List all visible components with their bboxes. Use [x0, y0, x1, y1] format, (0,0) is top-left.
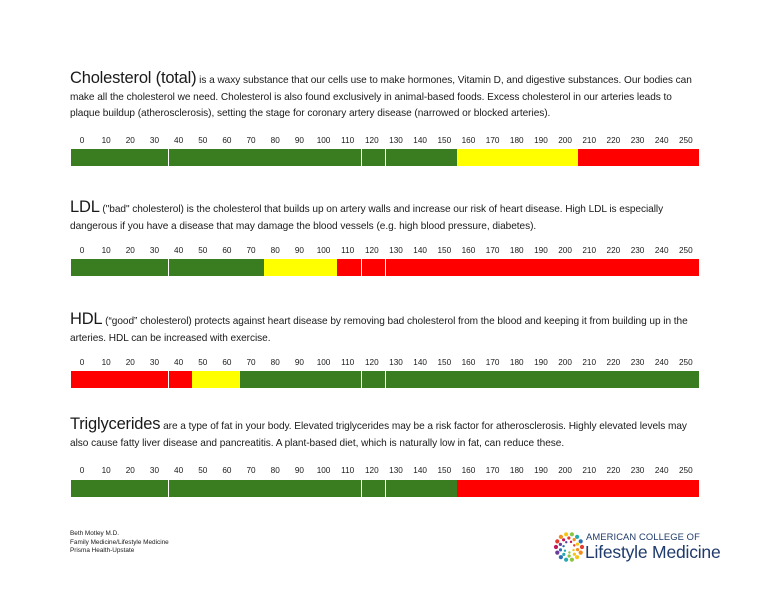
- tick-label: 130: [389, 136, 403, 145]
- logo-dot: [564, 558, 568, 562]
- tick-label: 190: [534, 246, 548, 255]
- tick-label: 100: [316, 466, 331, 475]
- tick-label: 200: [558, 358, 572, 367]
- logo-dot: [562, 545, 564, 547]
- bar-divider: [361, 149, 362, 166]
- tick-label: 90: [294, 246, 304, 255]
- section-description: [70, 199, 702, 235]
- tick-label: 60: [222, 466, 232, 475]
- range-segment-red: [578, 149, 699, 166]
- tick-label: 30: [149, 466, 160, 475]
- section-term: LDL: [70, 198, 100, 216]
- logo-dot: [568, 554, 571, 557]
- logo-dot: [562, 538, 565, 541]
- tick-label: 40: [174, 246, 184, 255]
- tick-label: 180: [509, 466, 524, 475]
- bar-divider: [168, 259, 169, 276]
- logo-dot: [559, 535, 563, 539]
- tick-label: 0: [79, 136, 85, 145]
- tick-label: 220: [606, 136, 621, 145]
- lifestyle-dots-logo-icon: [552, 530, 586, 564]
- tick-label: 80: [270, 466, 280, 475]
- tick-label: 40: [174, 136, 184, 145]
- range-segment-green: [240, 371, 699, 388]
- tick-label: 120: [365, 246, 379, 255]
- bar-divider: [168, 149, 169, 166]
- scale-ticks: [70, 466, 698, 478]
- tick-label: 240: [654, 466, 669, 475]
- tick-label: 230: [630, 136, 645, 145]
- tick-label: 210: [582, 466, 597, 475]
- section-cholesterol-total: [70, 69, 702, 145]
- tick-label: 170: [485, 136, 500, 145]
- author-name: Beth Motley M.D.: [70, 530, 120, 537]
- tick-label: 90: [294, 136, 304, 145]
- bar-divider: [385, 480, 386, 497]
- logo-dot: [559, 548, 562, 551]
- tick-label: 80: [270, 358, 280, 367]
- scale-ticks: [70, 246, 698, 258]
- tick-label: 40: [174, 358, 184, 367]
- tick-label: 180: [509, 246, 524, 255]
- tick-label: 20: [125, 136, 135, 145]
- tick-label: 110: [341, 466, 355, 475]
- tick-label: 150: [437, 136, 452, 145]
- tick-label: 60: [222, 136, 232, 145]
- logo-dot: [575, 535, 579, 539]
- tick-label: 120: [365, 466, 379, 475]
- logo-dot: [564, 550, 566, 552]
- tick-label: 30: [149, 136, 160, 145]
- tick-label: 10: [101, 358, 111, 367]
- tick-label: 60: [222, 246, 232, 255]
- logo-dot: [559, 555, 563, 559]
- tick-label: 30: [149, 246, 160, 255]
- tick-label: 160: [461, 246, 476, 255]
- logo-dot: [579, 551, 583, 555]
- tick-label: 200: [558, 136, 572, 145]
- tick-label: 140: [413, 358, 427, 367]
- tick-label: 100: [316, 136, 331, 145]
- tick-label: 90: [294, 466, 304, 475]
- tick-label: 150: [437, 246, 452, 255]
- tick-label: 120: [365, 136, 379, 145]
- author-specialty: Family Medicine/Lifestyle Medicine: [70, 538, 169, 546]
- section-text: is a waxy substance that our cells use to make hormones, Vitamin D, and digestive substances. Our bodies can make all the cholesterol we need. Cholesterol is also found exclusively in animal-based foods. Excess cholesterol in our arteries leads to plaque buildup (atherosclerosis), setting the stage for coronary artery disease (narrowed or blocked arteries).: [70, 75, 692, 119]
- tick-label: 140: [413, 136, 427, 145]
- tick-label: 150: [437, 466, 452, 475]
- bar-divider: [361, 259, 362, 276]
- tick-label: 180: [509, 358, 524, 367]
- section-text: are a type of fat in your body. Elevated triglycerides may be a risk factor for atherosclerosis. Highly elevated levels may also cause fatty liver disease and pancreatitis. A plant-based diet, which is naturally low in fat, can reduce these.: [70, 421, 687, 449]
- section-term: HDL: [70, 310, 103, 328]
- tick-label: 10: [101, 466, 111, 475]
- tick-label: 80: [270, 246, 280, 255]
- author-footer: [70, 530, 169, 556]
- bar-divider: [385, 149, 386, 166]
- section-text: ("bad" cholesterol) is the cholesterol that builds up on artery walls and increase our risk of heart disease. High LDL is especially dangerous if you have a disease that may damage the blood vessels (e.g. high blood pressure, diabetes).: [70, 204, 664, 232]
- logo-dot: [575, 555, 579, 559]
- tick-label: 170: [485, 466, 500, 475]
- tick-label: 90: [294, 358, 304, 367]
- bar-divider: [168, 371, 169, 388]
- range-bar: [70, 370, 698, 389]
- section-text: (“good” cholesterol) protects against heart disease by removing bad cholesterol from the blood and keeping it from building up in the arteries. HDL can be increased with exercise.: [70, 316, 688, 344]
- tick-label: 40: [174, 466, 184, 475]
- tick-label: 250: [679, 136, 693, 145]
- tick-label: 250: [679, 358, 693, 367]
- tick-label: 150: [437, 358, 452, 367]
- logo-top-text: AMERICAN COLLEGE OF: [586, 531, 700, 542]
- logo-dot: [573, 553, 576, 556]
- logo-dot: [573, 538, 576, 541]
- range-segment-red: [71, 371, 192, 388]
- tick-label: 60: [222, 358, 232, 367]
- bar-divider: [361, 371, 362, 388]
- bar-divider: [385, 371, 386, 388]
- logo-dot: [564, 532, 568, 536]
- section-hdl: [70, 310, 702, 367]
- tick-label: 20: [125, 358, 135, 367]
- logo-dot: [580, 545, 584, 549]
- tick-label: 0: [79, 466, 85, 475]
- tick-label: 130: [389, 246, 403, 255]
- tick-label: 180: [509, 136, 524, 145]
- tick-label: 210: [582, 136, 597, 145]
- tick-label: 110: [341, 136, 355, 145]
- range-bar: [70, 479, 698, 498]
- tick-label: 160: [461, 358, 476, 367]
- tick-label: 210: [582, 358, 597, 367]
- logo-dot: [570, 558, 574, 562]
- logo-dot: [568, 551, 570, 553]
- tick-label: 50: [198, 358, 208, 367]
- tick-label: 200: [558, 246, 572, 255]
- range-bar: [70, 148, 698, 167]
- tick-label: 110: [341, 246, 355, 255]
- tick-label: 160: [461, 466, 476, 475]
- tick-label: 140: [413, 246, 427, 255]
- tick-label: 30: [149, 358, 160, 367]
- tick-label: 170: [485, 246, 500, 255]
- tick-label: 140: [413, 466, 427, 475]
- section-description: [70, 70, 702, 123]
- tick-label: 0: [79, 358, 85, 367]
- tick-label: 230: [630, 358, 645, 367]
- tick-label: 230: [630, 246, 645, 255]
- tick-label: 200: [558, 466, 572, 475]
- logo-dot: [572, 549, 574, 551]
- logo-dot: [570, 532, 574, 536]
- tick-label: 170: [485, 358, 500, 367]
- bar-divider: [361, 480, 362, 497]
- logo-dot: [555, 539, 559, 543]
- tick-label: 10: [101, 246, 111, 255]
- tick-label: 10: [101, 136, 111, 145]
- section-triglycerides: [70, 415, 702, 475]
- range-segment-green: [71, 480, 457, 497]
- tick-label: 50: [198, 246, 208, 255]
- tick-label: 70: [246, 466, 256, 475]
- logo-main-text: Lifestyle Medicine: [585, 542, 721, 562]
- tick-label: 240: [654, 136, 669, 145]
- bar-divider: [168, 480, 169, 497]
- tick-label: 50: [198, 466, 208, 475]
- logo-dot: [579, 539, 583, 543]
- tick-label: 0: [79, 246, 85, 255]
- tick-label: 220: [606, 358, 621, 367]
- logo-dot: [567, 536, 570, 539]
- logo-dot: [554, 545, 558, 549]
- tick-label: 230: [630, 466, 645, 475]
- section-term: Cholesterol (total): [70, 69, 197, 87]
- scale-ticks: [70, 136, 698, 148]
- tick-label: 70: [246, 358, 256, 367]
- tick-label: 80: [270, 136, 280, 145]
- tick-label: 210: [582, 246, 597, 255]
- tick-label: 20: [125, 466, 135, 475]
- tick-label: 70: [246, 246, 256, 255]
- logo-dot: [573, 544, 575, 546]
- tick-label: 160: [461, 136, 476, 145]
- tick-label: 100: [316, 358, 331, 367]
- range-segment-yellow: [264, 259, 336, 276]
- logo-dot: [565, 541, 567, 543]
- logo-dot: [576, 548, 579, 551]
- logo-dot: [555, 551, 559, 555]
- tick-label: 190: [534, 466, 548, 475]
- tick-label: 190: [534, 136, 548, 145]
- tick-label: 110: [341, 358, 355, 367]
- tick-label: 250: [679, 466, 693, 475]
- tick-label: 190: [534, 358, 548, 367]
- tick-label: 240: [654, 246, 669, 255]
- section-ldl: [70, 198, 702, 255]
- tick-label: 250: [679, 246, 693, 255]
- scale-ticks: [70, 358, 698, 370]
- logo-dot: [559, 543, 562, 546]
- range-segment-red: [337, 259, 699, 276]
- section-description: [70, 416, 702, 452]
- tick-label: 240: [654, 358, 669, 367]
- tick-label: 130: [389, 358, 403, 367]
- author-affiliation: Prisma Health-Upstate: [70, 547, 135, 554]
- section-term: Triglycerides: [70, 415, 161, 433]
- logo-dot: [576, 542, 579, 545]
- range-segment-green: [71, 149, 457, 166]
- logo-dot: [570, 541, 572, 543]
- tick-label: 70: [246, 136, 256, 145]
- bar-divider: [385, 259, 386, 276]
- range-segment-yellow: [192, 371, 240, 388]
- tick-label: 100: [316, 246, 331, 255]
- tick-label: 20: [125, 246, 135, 255]
- range-segment-red: [457, 480, 699, 497]
- range-segment-yellow: [457, 149, 578, 166]
- tick-label: 220: [606, 246, 621, 255]
- tick-label: 220: [606, 466, 621, 475]
- tick-label: 130: [389, 466, 403, 475]
- tick-label: 120: [365, 358, 379, 367]
- aclm-logo: [552, 530, 722, 566]
- logo-dot: [562, 553, 565, 556]
- range-bar: [70, 258, 698, 277]
- tick-label: 50: [198, 136, 208, 145]
- section-description: [70, 311, 702, 347]
